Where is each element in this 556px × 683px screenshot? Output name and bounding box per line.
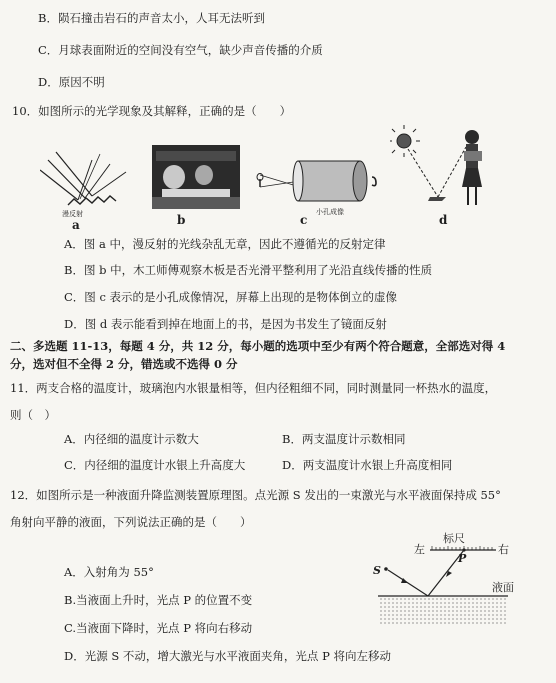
q12-stem-line2: 角射向平静的液面，下列说法正确的是（ ） xyxy=(10,515,252,529)
figure-d-girl-sun-book xyxy=(390,125,500,211)
figure-b-label: b xyxy=(177,213,186,227)
q11-stem-line1: 11．两支合格的温度计，玻璃泡内水银量相等，但内径粗细不同，同时测量同一杯热水的温度， xyxy=(10,381,497,395)
q11-option-a: A．内径细的温度计示数大 xyxy=(64,432,199,446)
q10-option-a: A．图 a 中，漫反射的光线杂乱无章，因此不遵循光的反射定律 xyxy=(64,237,386,251)
q12-option-a: A．入射角为 55° xyxy=(64,565,154,579)
figure-c-pinhole-camera xyxy=(248,157,380,207)
q9-option-b: B．陨石撞击岩石的声音太小，人耳无法听到 xyxy=(38,11,265,25)
q11-option-b: B．两支温度计示数相同 xyxy=(282,432,406,446)
q10-option-c: C．图 c 表示的是小孔成像情况，屏幕上出现的是物体倒立的虚像 xyxy=(64,290,398,304)
section2-heading-line2: 分，选对但不全得 2 分，错选或不选得 0 分 xyxy=(10,357,238,371)
q12-stem-line1: 12．如图所示是一种液面升降监测装置原理图。点光源 S 发出的一束激光与水平液面保持成 55° xyxy=(10,488,501,502)
figure-c-label: c xyxy=(300,213,308,227)
q12-option-b: B.当液面上升时，光点 P 的位置不变 xyxy=(64,593,253,607)
q11-stem-line2: 则（ ） xyxy=(10,408,56,422)
figure-b-carpenter-photo xyxy=(152,145,240,209)
q10-option-d: D．图 d 表示能看到掉在地面上的书，是因为书发生了镜面反射 xyxy=(64,317,387,331)
figure-a-diffuse-reflection xyxy=(40,150,130,212)
q11-option-d: D．两支温度计水银上升高度相同 xyxy=(282,458,453,472)
section2-heading-line1: 二、多选题 11-13，每题 4 分，共 12 分，每小题的选项中至少有两个符合题意，全部选对得 4 xyxy=(10,339,506,353)
q9-option-d: D．原因不明 xyxy=(38,75,105,89)
q12-option-d: D．光源 S 不动，增大激光与水平液面夹角，光点 P 将向左移动 xyxy=(64,649,391,663)
q12-left-label: 左 xyxy=(414,543,425,556)
q10-option-b: B．图 b 中，木工师傅观察木板是否光滑平整利用了光沿直线传播的性质 xyxy=(64,263,433,277)
q11-option-c: C．内径细的温度计水银上升高度大 xyxy=(64,458,246,472)
q12-right-label: 右 xyxy=(498,543,509,556)
q9-option-c: C．月球表面附近的空间没有空气，缺少声音传播的介质 xyxy=(38,43,323,57)
q12-source-label: S xyxy=(373,564,381,577)
figure-d-label: d xyxy=(439,213,448,227)
q12-option-c: C.当液面下降时，光点 P 将向右移动 xyxy=(64,621,253,635)
figure-a-label: a xyxy=(72,218,80,232)
q12-point-label: P xyxy=(458,552,467,565)
q12-liquid-label: 液面 xyxy=(492,581,514,594)
q10-stem: 10．如图所示的光学现象及其解释，正确的是（ ） xyxy=(12,104,292,118)
figure-a-caption: 漫反射 xyxy=(62,210,83,218)
q12-ruler-label: 标尺 xyxy=(443,532,465,545)
figure-c-caption: 小孔成像 xyxy=(316,208,344,216)
